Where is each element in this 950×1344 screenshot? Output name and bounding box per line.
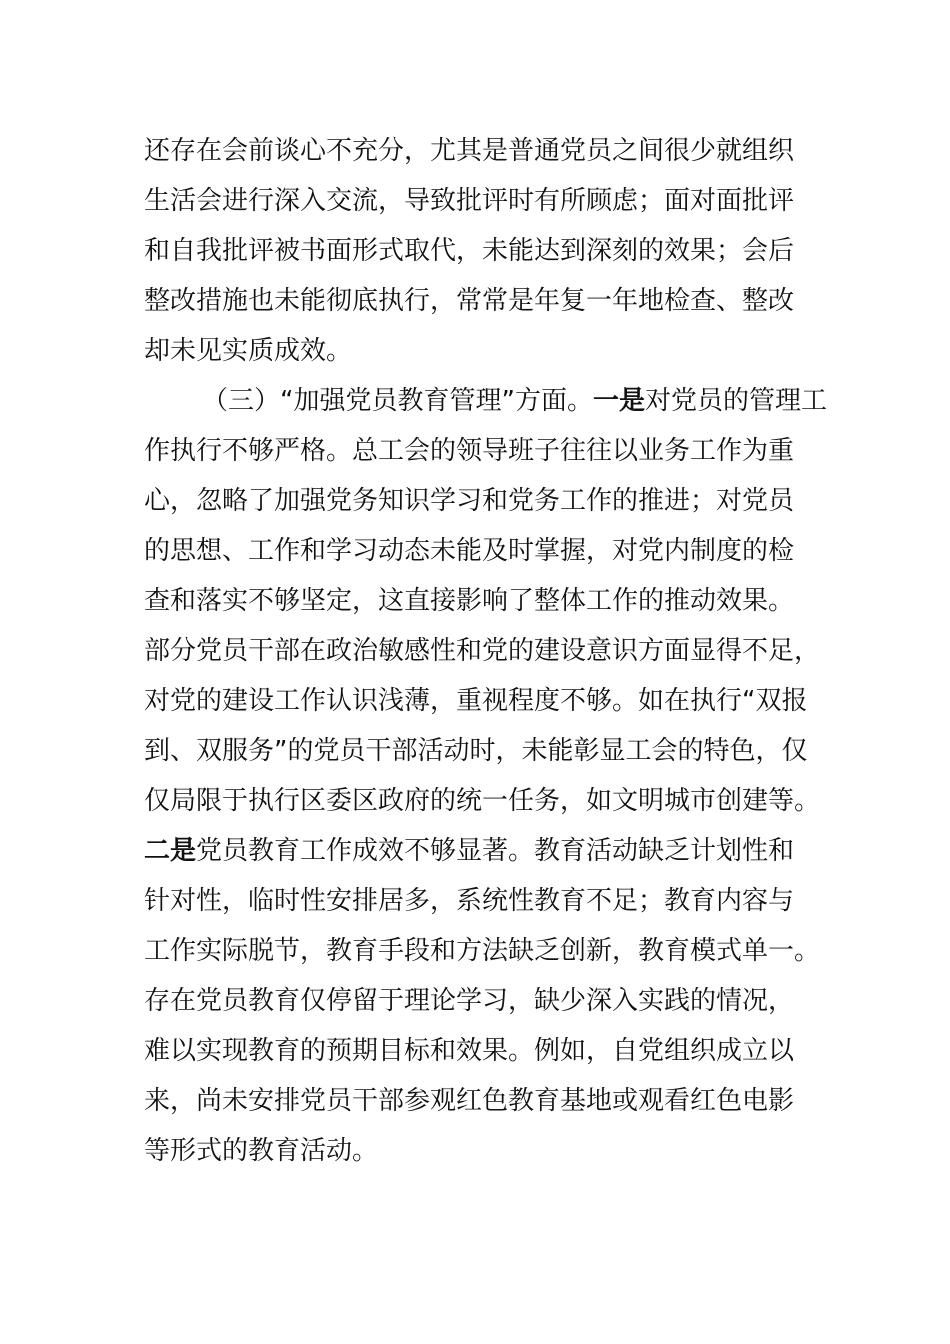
text-line: 查和落实不够坚定，这直接影响了整体工作的推动效果。 [144, 586, 795, 616]
emphasis-second: 二是 [144, 836, 197, 866]
text-line: 和自我批评被书面形式取代，未能达到深刻的效果；会后 [144, 236, 795, 266]
text-segment: 对党员的管理工 [644, 386, 827, 416]
text-line: 生活会进行深入交流，导致批评时有所顾虑；面对面批评 [144, 186, 795, 216]
section-heading-line [144, 376, 827, 426]
emphasis-line [144, 826, 809, 876]
text-line: 心，忽略了加强党务知识学习和党务工作的推进；对党员 [144, 486, 795, 516]
text-line: 到、双服务”的党员干部活动时，未能彰显工会的特色，仅 [144, 736, 808, 766]
text-line: 工作实际脱节，教育手段和方法缺乏创新，教育模式单一。 [144, 936, 821, 966]
text-segment: 党员教育工作成效不够显著。教育活动缺乏计划性和 [196, 836, 795, 866]
body-text [144, 126, 827, 1176]
text-line: 还存在会前谈心不充分，尤其是普通党员之间很少就组织 [144, 136, 795, 166]
emphasis-first: 一是 [592, 386, 645, 416]
text-line: 作执行不够严格。总工会的领导班子往往以业务工作为重 [144, 436, 795, 466]
text-line: 却未见实质成效。 [144, 336, 353, 366]
text-line: 仅局限于执行区委区政府的统一任务，如文明城市创建等。 [144, 786, 821, 816]
section-heading: （三）“加强党员教育管理”方面。 [202, 386, 593, 416]
text-line: 部分党员干部在政治敏感性和党的建设意识方面显得不足， [144, 636, 821, 666]
text-line: 难以实现教育的预期目标和效果。例如，自党组织成立以 [144, 1036, 795, 1066]
text-line: 存在党员教育仅停留于理论学习，缺少深入实践的情况， [144, 986, 795, 1016]
text-line: 整改措施也未能彻底执行，常常是年复一年地检查、整改 [144, 286, 795, 316]
text-line: 等形式的教育活动。 [144, 1136, 379, 1166]
text-line: 针对性，临时性安排居多，系统性教育不足；教育内容与 [144, 886, 795, 916]
text-line: 对党的建设工作认识浅薄，重视程度不够。如在执行“双报 [144, 686, 808, 716]
text-line: 来，尚未安排党员干部参观红色教育基地或观看红色电影 [144, 1086, 795, 1116]
text-line: 的思想、工作和学习动态未能及时掌握，对党内制度的检 [144, 536, 795, 566]
